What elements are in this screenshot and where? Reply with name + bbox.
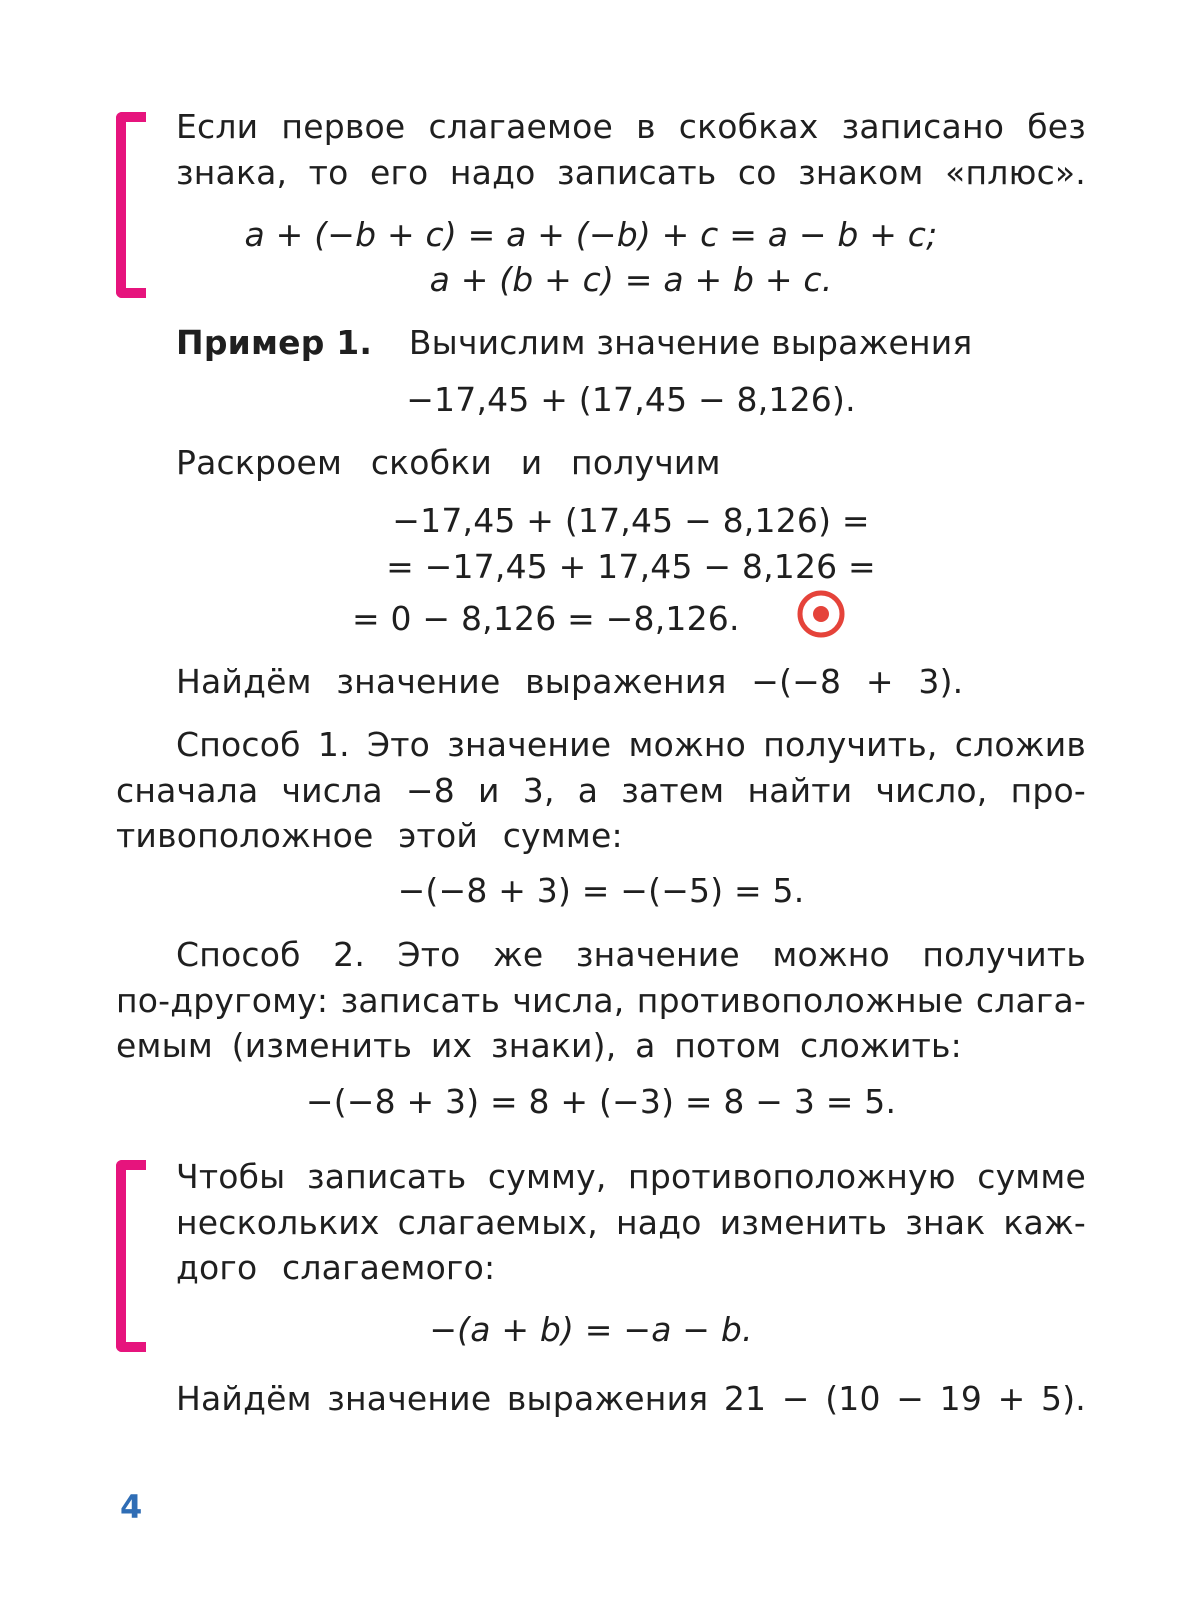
way2-line2: по-другому: записать числа, противоположные слага-	[116, 981, 1086, 1020]
rule1-line1: Если первое слагаемое в скобках записано без	[176, 107, 1086, 146]
example-open-brackets: Раскроем скобки и получим	[176, 443, 721, 482]
rule1-formula1: a + (−b + c) = a + (−b) + c = a − b + c;	[244, 215, 938, 254]
example-calc-line3: = 0 − 8,126 = −8,126.	[352, 599, 740, 638]
way2-formula: −(−8 + 3) = 8 + (−3) = 8 − 3 = 5.	[305, 1082, 897, 1121]
page-number: 4	[120, 1488, 143, 1526]
find-expression-1: Найдём значение выражения −(−8 + 3).	[176, 662, 964, 701]
target-icon	[795, 588, 847, 640]
way1-formula: −(−8 + 3) = −(−5) = 5.	[397, 871, 805, 910]
example-calc-line2: = −17,45 + 17,45 − 8,126 =	[386, 547, 876, 586]
rule2-line1: Чтобы записать сумму, противоположную сумме	[176, 1157, 1086, 1196]
rule2-line2: нескольких слагаемых, надо изменить знак каж-	[176, 1203, 1086, 1242]
way2-line3: емым (изменить их знаки), а потом сложить:	[116, 1026, 962, 1065]
rule1-formula2: a + (b + c) = a + b + c.	[429, 260, 833, 299]
rule-bracket-1	[116, 112, 146, 298]
rule-bracket-2	[116, 1160, 146, 1352]
way1-line1: Способ 1. Это значение можно получить, сложив	[176, 725, 1086, 764]
example-calc-line1: −17,45 + (17,45 − 8,126) =	[392, 501, 870, 540]
example-label: Пример 1.	[176, 323, 373, 362]
rule2-formula: −(a + b) = −a − b.	[429, 1310, 753, 1349]
find-expression-2: Найдём значение выражения 21 − (10 − 19 + 5).	[176, 1379, 1086, 1418]
rule2-line3: дого слагаемого:	[176, 1248, 496, 1287]
way2-line1: Способ 2. Это же значение можно получить	[176, 935, 1086, 974]
way1-line2: сначала числа −8 и 3, а затем найти число, про-	[116, 771, 1086, 810]
way1-line3: тивоположное этой сумме:	[116, 816, 623, 855]
example-heading	[176, 320, 1086, 366]
example-intro: Вычислим значение выражения	[408, 323, 973, 362]
rule1-line2: знака, то его надо записать со знаком «плюс».	[176, 153, 1086, 192]
example-expression: −17,45 + (17,45 − 8,126).	[406, 380, 856, 419]
